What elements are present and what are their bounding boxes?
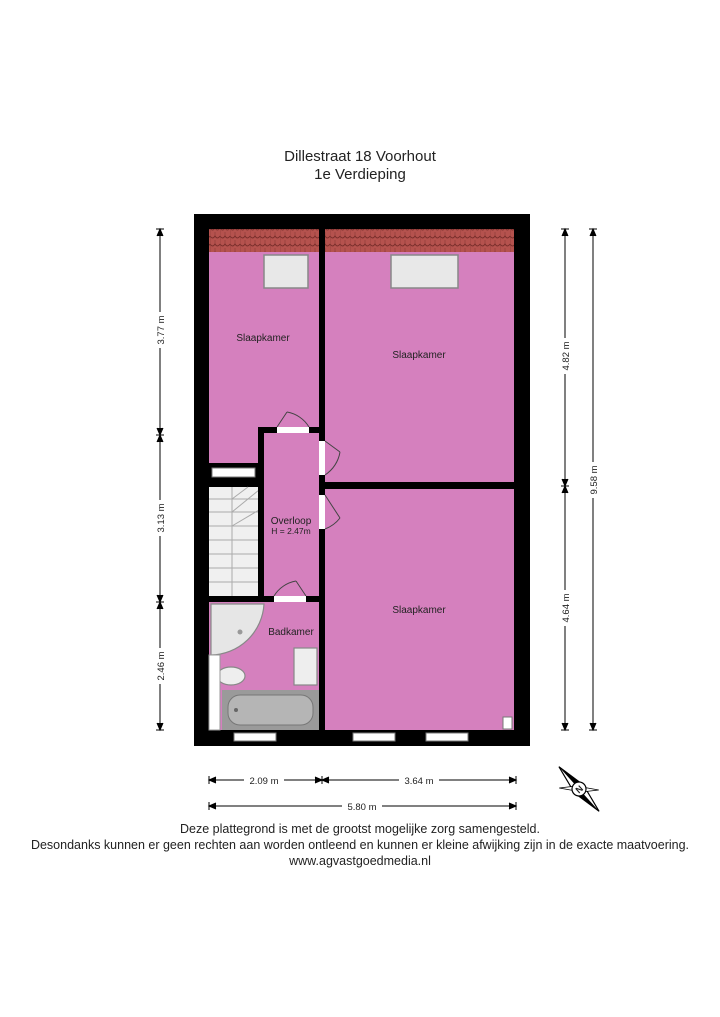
floor-title: 1e Verdieping — [314, 166, 406, 183]
label-slaapkamer-top-right: Slaapkamer — [392, 350, 446, 361]
bathtub-drain — [234, 708, 238, 712]
door-opening-right-bottom — [319, 495, 325, 529]
wall-vertical-center — [319, 229, 325, 730]
dim-right-top: 4.82 m — [561, 341, 572, 371]
dormer-window-left — [264, 255, 308, 288]
disclaimer-url: www.agvastgoedmedia.nl — [289, 854, 431, 868]
door-opening-badkamer — [274, 596, 306, 602]
window-bottom-1 — [234, 733, 276, 741]
wall-badkamer-left-panel — [209, 655, 220, 730]
compass-label: N — [573, 783, 586, 796]
label-badkamer: Badkamer — [268, 627, 314, 638]
disclaimer-line-1: Deze plattegrond is met de grootst mogelijke zorg samengesteld. — [180, 822, 540, 836]
label-slaapkamer-top-left: Slaapkamer — [236, 333, 290, 344]
sink — [294, 648, 317, 685]
disclaimer — [0, 821, 720, 869]
pillar-marker — [503, 717, 512, 729]
dim-left-top: 3.77 m — [156, 315, 167, 345]
label-overloop-height: H = 2.47m — [271, 526, 311, 536]
compass-icon — [549, 757, 610, 820]
dim-right-total: 9.58 m — [589, 465, 600, 495]
bathtub-basin — [228, 695, 313, 725]
disclaimer-line-2: Desondanks kunnen er geen rechten aan worden ontleend en kunnen er kleine afwijking zijn in de exacte maatvoering. — [30, 838, 690, 852]
toilet-bowl — [217, 667, 245, 685]
dim-bottom-total: 5.80 m — [347, 802, 377, 813]
window-bottom-2 — [353, 733, 395, 741]
room-overloop — [264, 433, 319, 596]
wall-right-divider — [325, 482, 514, 489]
label-overloop: Overloop — [270, 516, 312, 527]
dim-bottom-right: 3.64 m — [404, 776, 434, 787]
dim-left-middle: 3.13 m — [156, 503, 167, 533]
closet-inner — [212, 468, 255, 477]
wall-overloop-left — [258, 427, 264, 602]
door-opening-top-left — [277, 427, 309, 433]
shower-drain — [238, 630, 243, 635]
roof-tiles-right — [325, 229, 514, 252]
door-opening-right-top — [319, 441, 325, 475]
address-title: Dillestraat 18 Voorhout — [284, 148, 436, 165]
dormer-window-right — [391, 255, 458, 288]
dim-right-bottom: 4.64 m — [561, 593, 572, 623]
dim-bottom-left: 2.09 m — [249, 776, 279, 787]
label-slaapkamer-bottom-right: Slaapkamer — [392, 605, 446, 616]
dim-left-bottom: 2.46 m — [156, 651, 167, 681]
roof-tiles-left — [209, 229, 319, 252]
window-bottom-3 — [426, 733, 468, 741]
stairwell — [209, 487, 259, 596]
